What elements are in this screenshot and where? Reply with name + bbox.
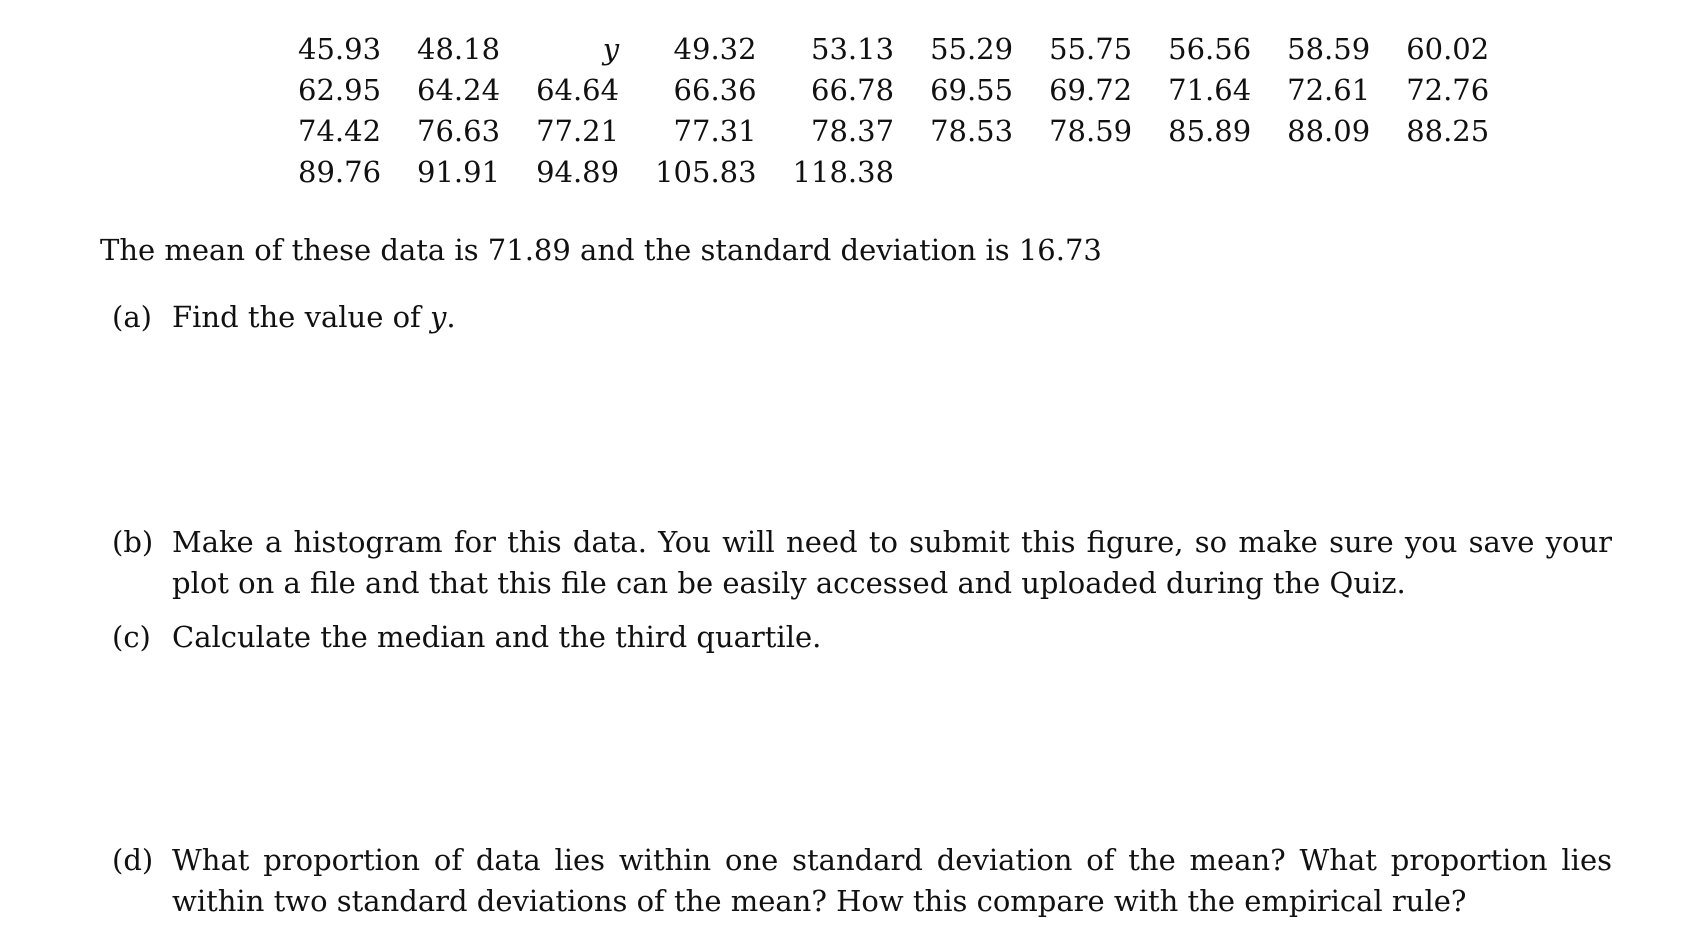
question-a-text xyxy=(172,297,456,338)
question-c-text: Calculate the median and the third quartile. xyxy=(172,620,822,654)
data-cell: 91.91 xyxy=(417,154,501,189)
question-d-text xyxy=(172,840,1612,922)
data-cell: 58.59 xyxy=(1287,31,1371,66)
question-d-line-2: within two standard deviations of the mean? How this compare with the empirical rule? xyxy=(172,884,1467,918)
data-cell: 77.21 xyxy=(536,113,620,148)
data-cell: 62.95 xyxy=(298,72,382,107)
data-cell: 64.24 xyxy=(417,72,501,107)
data-cell: 71.64 xyxy=(1168,72,1252,107)
data-cell: 78.37 xyxy=(811,113,895,148)
data-cell: 56.56 xyxy=(1168,31,1252,66)
data-cell: 72.76 xyxy=(1406,72,1490,107)
question-a-text-before: Find the value of xyxy=(172,300,421,334)
question-b-text xyxy=(172,522,1612,604)
data-cell: 78.53 xyxy=(930,113,1014,148)
data-cell: 69.55 xyxy=(930,72,1014,107)
data-row xyxy=(280,28,1507,69)
data-cell: 89.76 xyxy=(298,154,382,189)
data-cell: 88.25 xyxy=(1406,113,1490,148)
data-cell xyxy=(1031,151,1150,192)
data-cell: 45.93 xyxy=(298,31,382,66)
question-b-line-1: Make a histogram for this data. You will need to submit this figure, so make sure you save your xyxy=(172,525,1612,559)
question-d-line-1: What proportion of data lies within one standard deviation of the mean? What proportion lies xyxy=(172,843,1612,877)
data-cell: 105.83 xyxy=(655,154,757,189)
data-cell: 66.78 xyxy=(811,72,895,107)
data-cell xyxy=(1269,151,1388,192)
summary-statement: The mean of these data is 71.89 and the standard deviation is 16.73 xyxy=(100,233,1102,267)
data-table-body xyxy=(280,28,1507,192)
question-a-label: (a) xyxy=(112,300,152,334)
data-cell: 85.89 xyxy=(1168,113,1252,148)
data-cell xyxy=(912,151,1031,192)
data-cell: 72.61 xyxy=(1287,72,1371,107)
question-d-label: (d) xyxy=(112,843,154,877)
data-cell xyxy=(1388,151,1507,192)
question-a-text-after: . xyxy=(446,300,456,334)
data-cell: 66.36 xyxy=(673,72,757,107)
data-cell: 48.18 xyxy=(417,31,501,66)
data-cell: 76.63 xyxy=(417,113,501,148)
data-cell: 78.59 xyxy=(1049,113,1133,148)
data-table xyxy=(280,28,1507,192)
question-a-variable: y xyxy=(429,300,447,334)
data-cell: 74.42 xyxy=(298,113,382,148)
data-cell: y xyxy=(602,31,620,66)
data-cell: 53.13 xyxy=(811,31,895,66)
data-cell: 49.32 xyxy=(673,31,757,66)
question-b-label: (b) xyxy=(112,525,154,559)
data-cell: 94.89 xyxy=(536,154,620,189)
data-row xyxy=(280,151,1507,192)
data-row xyxy=(280,69,1507,110)
question-c-label: (c) xyxy=(112,620,151,654)
data-cell xyxy=(1150,151,1269,192)
question-b-line-2: plot on a file and that this file can be easily accessed and uploaded during the Quiz. xyxy=(172,566,1406,600)
data-cell: 60.02 xyxy=(1406,31,1490,66)
data-cell: 55.29 xyxy=(930,31,1014,66)
data-row xyxy=(280,110,1507,151)
data-cell: 118.38 xyxy=(792,154,895,189)
data-cell: 69.72 xyxy=(1049,72,1133,107)
data-cell: 77.31 xyxy=(673,113,757,148)
data-cell: 64.64 xyxy=(536,72,620,107)
data-cell: 55.75 xyxy=(1049,31,1133,66)
data-cell: 88.09 xyxy=(1287,113,1371,148)
